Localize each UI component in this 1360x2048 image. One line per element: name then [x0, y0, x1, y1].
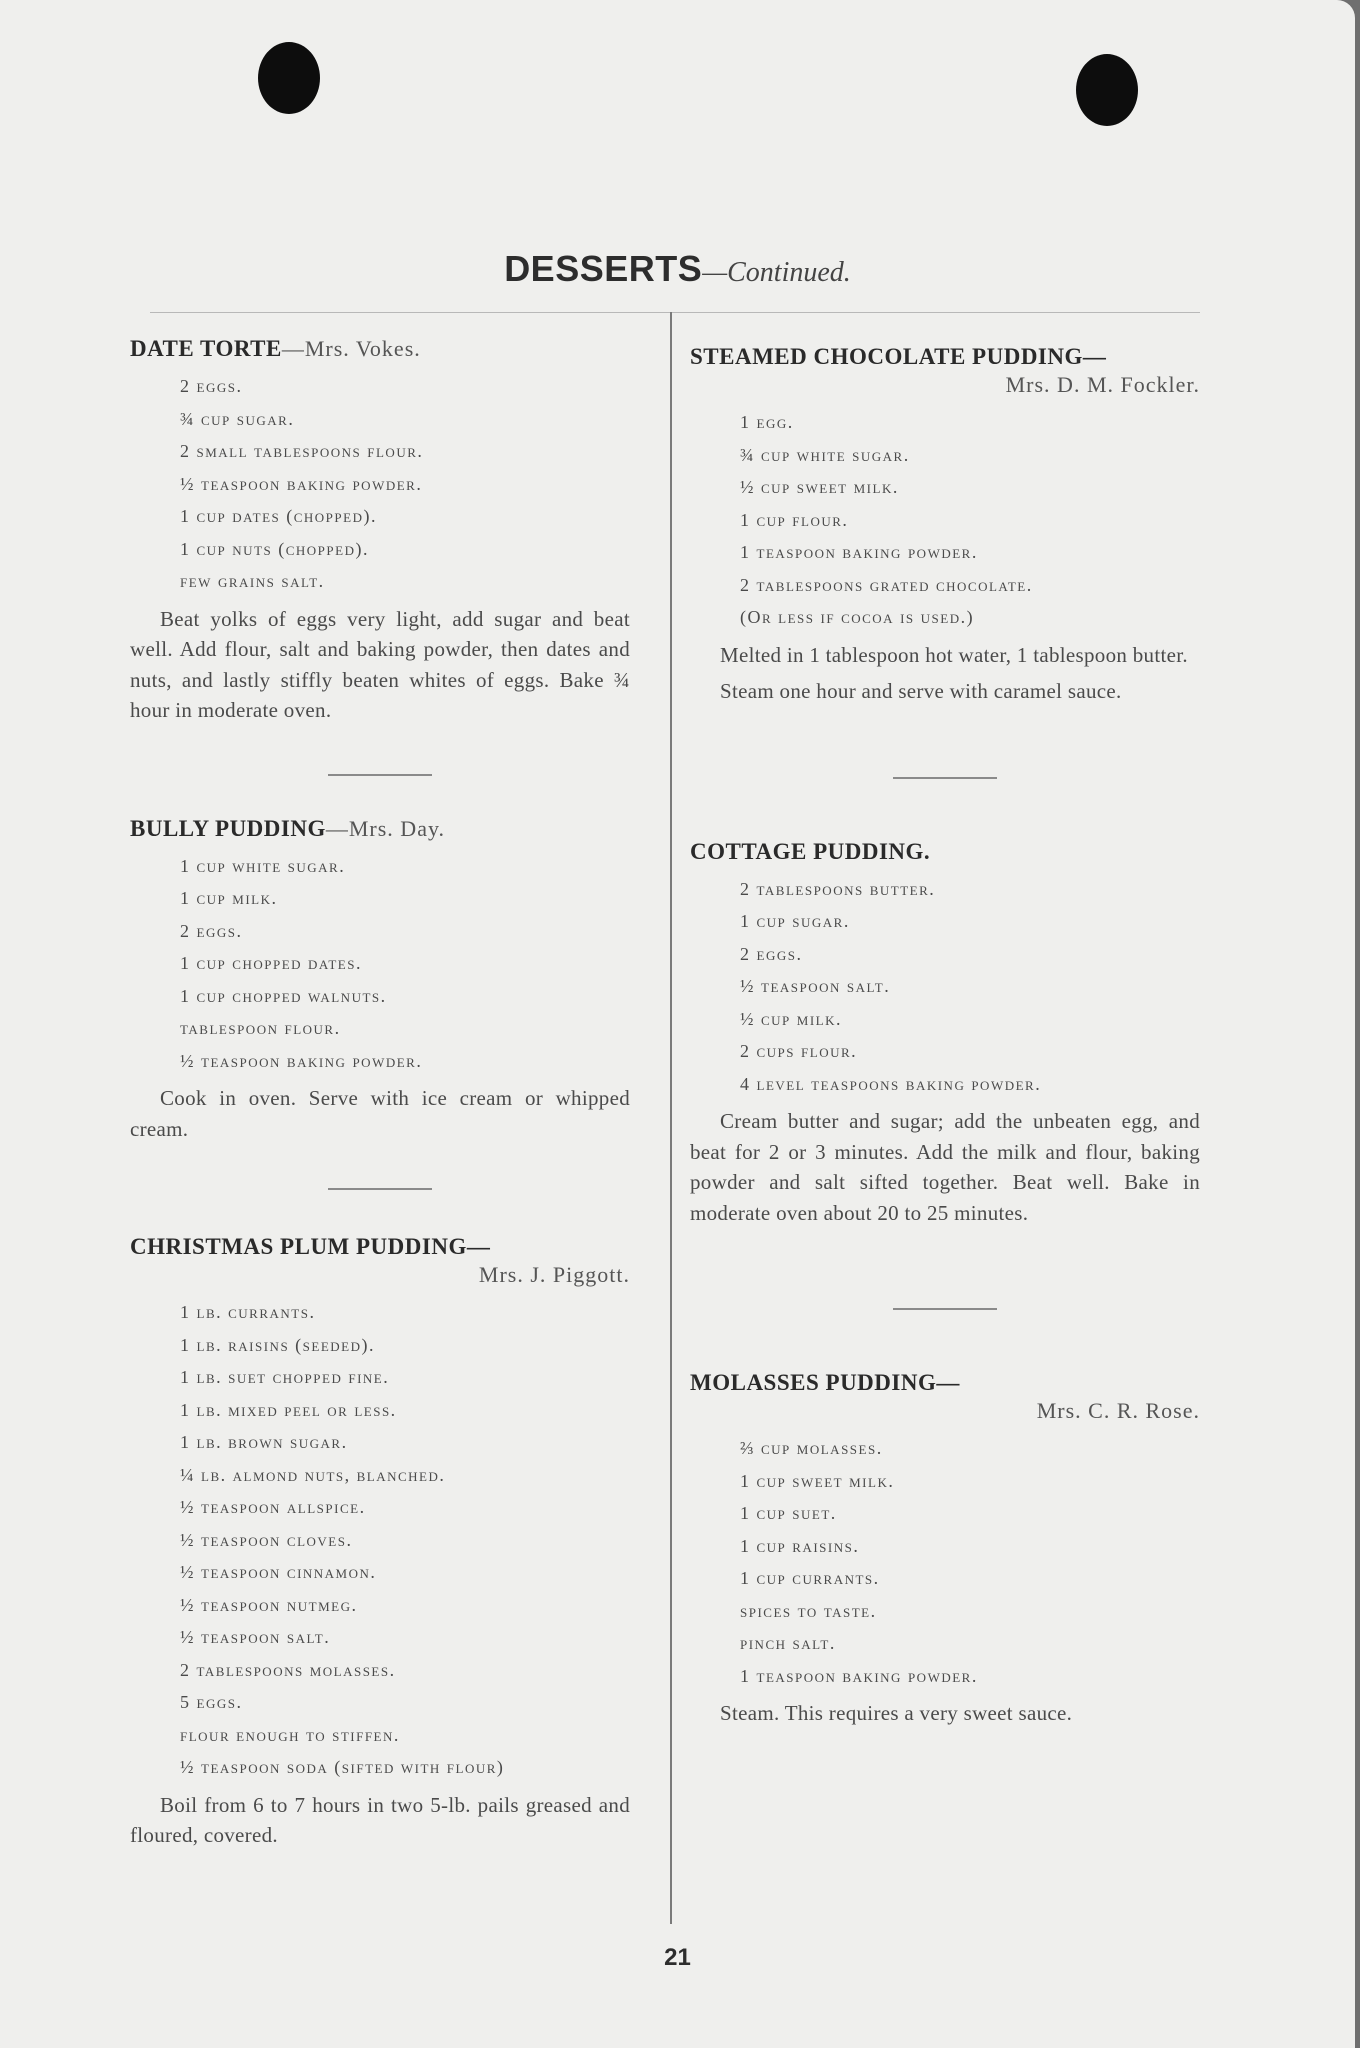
ingredient-list	[690, 873, 1200, 1101]
ingredient: 1 cup sweet milk.	[740, 1470, 895, 1491]
header-rule	[150, 312, 1200, 313]
ingredient: pinch salt.	[740, 1633, 836, 1653]
ingredient: 1 cup milk.	[180, 888, 278, 908]
ingredient: ½ cup milk.	[740, 1008, 843, 1029]
recipe-directions: Cook in oven. Serve with ice cream or whipped cream.	[130, 1086, 630, 1141]
ingredient: 1 lb. raisins (seeded).	[180, 1334, 375, 1355]
ingredient: ½ teaspoon cinnamon.	[180, 1562, 377, 1582]
binder-hole-left	[258, 42, 320, 114]
ingredient: 1 cup nuts (chopped).	[180, 538, 369, 559]
page-header	[0, 248, 1355, 290]
ingredient: 1 cup currants.	[740, 1568, 880, 1588]
ingredient: flour enough to stiffen.	[180, 1724, 400, 1745]
recipe-christmas-plum-pudding	[130, 1234, 630, 1851]
ingredient: 1 lb. mixed peel or less.	[180, 1399, 397, 1420]
ingredient: 5 eggs.	[180, 1692, 243, 1712]
recipe-title: CHRISTMAS PLUM PUDDING—	[130, 1234, 491, 1259]
ingredient: 1 cup raisins.	[740, 1535, 860, 1556]
ingredient: 1 lb. brown sugar.	[180, 1432, 348, 1452]
section-continued: —Continued.	[702, 257, 851, 288]
ingredient: 1 cup white sugar.	[180, 855, 346, 876]
ingredient: 1 teaspoon baking powder.	[740, 542, 978, 562]
right-column	[690, 344, 1200, 1729]
binder-hole-right	[1076, 54, 1138, 126]
recipe-directions: Cream butter and sugar; add the unbeaten egg, and beat for 2 or 3 minutes. Add the milk and flour, baking powder and salt sifted together. Beat well. Bake in moderate oven about 20 to 25 minutes.	[690, 1109, 1200, 1225]
ingredient: 2 small tablespoons flour.	[180, 441, 424, 461]
ingredient-list	[130, 850, 630, 1078]
ingredient: few grains salt.	[180, 571, 325, 591]
ingredient: 1 cup dates (chopped).	[180, 506, 377, 526]
ingredient-list	[130, 1296, 630, 1784]
ingredient-list	[130, 370, 630, 598]
ingredient-list	[690, 1432, 1200, 1692]
ingredient: ¾ cup sugar.	[180, 408, 295, 429]
ingredient: spices to taste.	[740, 1600, 877, 1621]
ingredient: 2 eggs.	[740, 943, 803, 964]
ingredient: ⅔ cup molasses.	[740, 1438, 883, 1458]
ingredient: ¾ cup white sugar.	[740, 444, 910, 465]
ingredient: 1 cup suet.	[740, 1503, 837, 1523]
recipe-title: STEAMED CHOCOLATE PUDDING—	[690, 344, 1107, 369]
ingredient: ½ teaspoon soda (sifted with flour)	[180, 1757, 505, 1777]
recipe-bully-pudding	[130, 816, 630, 1145]
recipe-directions: Steam. This requires a very sweet sauce.	[720, 1701, 1073, 1725]
ingredient: 2 tablespoons grated chocolate.	[740, 574, 1033, 595]
ingredient: 2 cups flour.	[740, 1041, 858, 1061]
recipe-title: BULLY PUDDING—Mrs. Day.	[130, 815, 446, 841]
ingredient: 2 tablespoons molasses.	[180, 1659, 396, 1680]
recipe-title: MOLASSES PUDDING—	[690, 1370, 960, 1395]
ingredient: ½ teaspoon allspice.	[180, 1497, 366, 1517]
ingredient: ½ teaspoon nutmeg.	[180, 1594, 358, 1615]
ingredient: ½ teaspoon baking powder.	[180, 473, 423, 494]
column-divider	[670, 312, 672, 1924]
ingredient: 1 teaspoon baking powder.	[740, 1665, 978, 1686]
ingredient: 1 cup sugar.	[740, 911, 850, 931]
ingredient: 1 egg.	[740, 412, 794, 432]
ingredient: ½ teaspoon cloves.	[180, 1529, 353, 1550]
recipe-cottage-pudding	[690, 839, 1200, 1229]
left-column	[130, 336, 630, 1851]
recipe-author: —Mrs. Vokes.	[281, 336, 421, 361]
ingredient: 2 tablespoons butter.	[740, 878, 936, 899]
recipe-directions: Steam one hour and serve with caramel sauce.	[720, 679, 1122, 703]
ingredient: 4 level teaspoons baking powder.	[740, 1073, 1042, 1094]
ingredient: 1 lb. suet chopped fine.	[180, 1367, 390, 1387]
ingredient: ¼ lb. almond nuts, blanched.	[180, 1464, 446, 1485]
ingredient: 1 cup chopped dates.	[180, 953, 362, 973]
recipe-title: COTTAGE PUDDING.	[690, 838, 931, 864]
ingredient: 2 eggs.	[180, 920, 243, 941]
ingredient: ½ teaspoon salt.	[740, 976, 891, 996]
ingredient: 1 cup chopped walnuts.	[180, 985, 387, 1006]
ingredient: ½ cup sweet milk.	[740, 477, 899, 497]
recipe-directions: Melted in 1 tablespoon hot water, 1 tablespoon butter.	[720, 642, 1188, 667]
recipe-author: Mrs. J. Piggott.	[478, 1262, 630, 1287]
recipe-molasses-pudding	[690, 1370, 1200, 1729]
ingredient-list	[690, 406, 1200, 634]
recipe-author: Mrs. D. M. Fockler.	[1005, 372, 1200, 397]
ingredient: 2 eggs.	[180, 376, 243, 396]
ingredient: tablespoon flour.	[180, 1018, 341, 1038]
recipe-author: Mrs. C. R. Rose.	[1036, 1398, 1200, 1423]
ingredient: ½ teaspoon salt.	[180, 1627, 331, 1647]
recipe-directions: Beat yolks of eggs very light, add sugar and beat well. Add flour, salt and baking powder, then dates and nuts, and lastly stiffly beaten whites of eggs. Bake ¾ hour in moderate oven.	[130, 606, 630, 722]
section-title: DESSERTS	[504, 248, 703, 289]
recipe-steamed-chocolate-pudding	[690, 344, 1200, 707]
ingredient: ½ teaspoon baking powder.	[180, 1050, 423, 1071]
recipe-directions: Boil from 6 to 7 hours in two 5-lb. pails greased and floured, covered.	[130, 1792, 630, 1847]
recipe-author: —Mrs. Day.	[325, 815, 446, 841]
ingredient: (Or less if cocoa is used.)	[740, 607, 975, 627]
recipe-title: DATE TORTE—Mrs. Vokes.	[130, 336, 421, 361]
page-number: 21	[664, 1944, 691, 1971]
ingredient: 1 lb. currants.	[180, 1302, 316, 1322]
ingredient: 1 cup flour.	[740, 509, 849, 530]
recipe-date-torte	[130, 336, 630, 726]
